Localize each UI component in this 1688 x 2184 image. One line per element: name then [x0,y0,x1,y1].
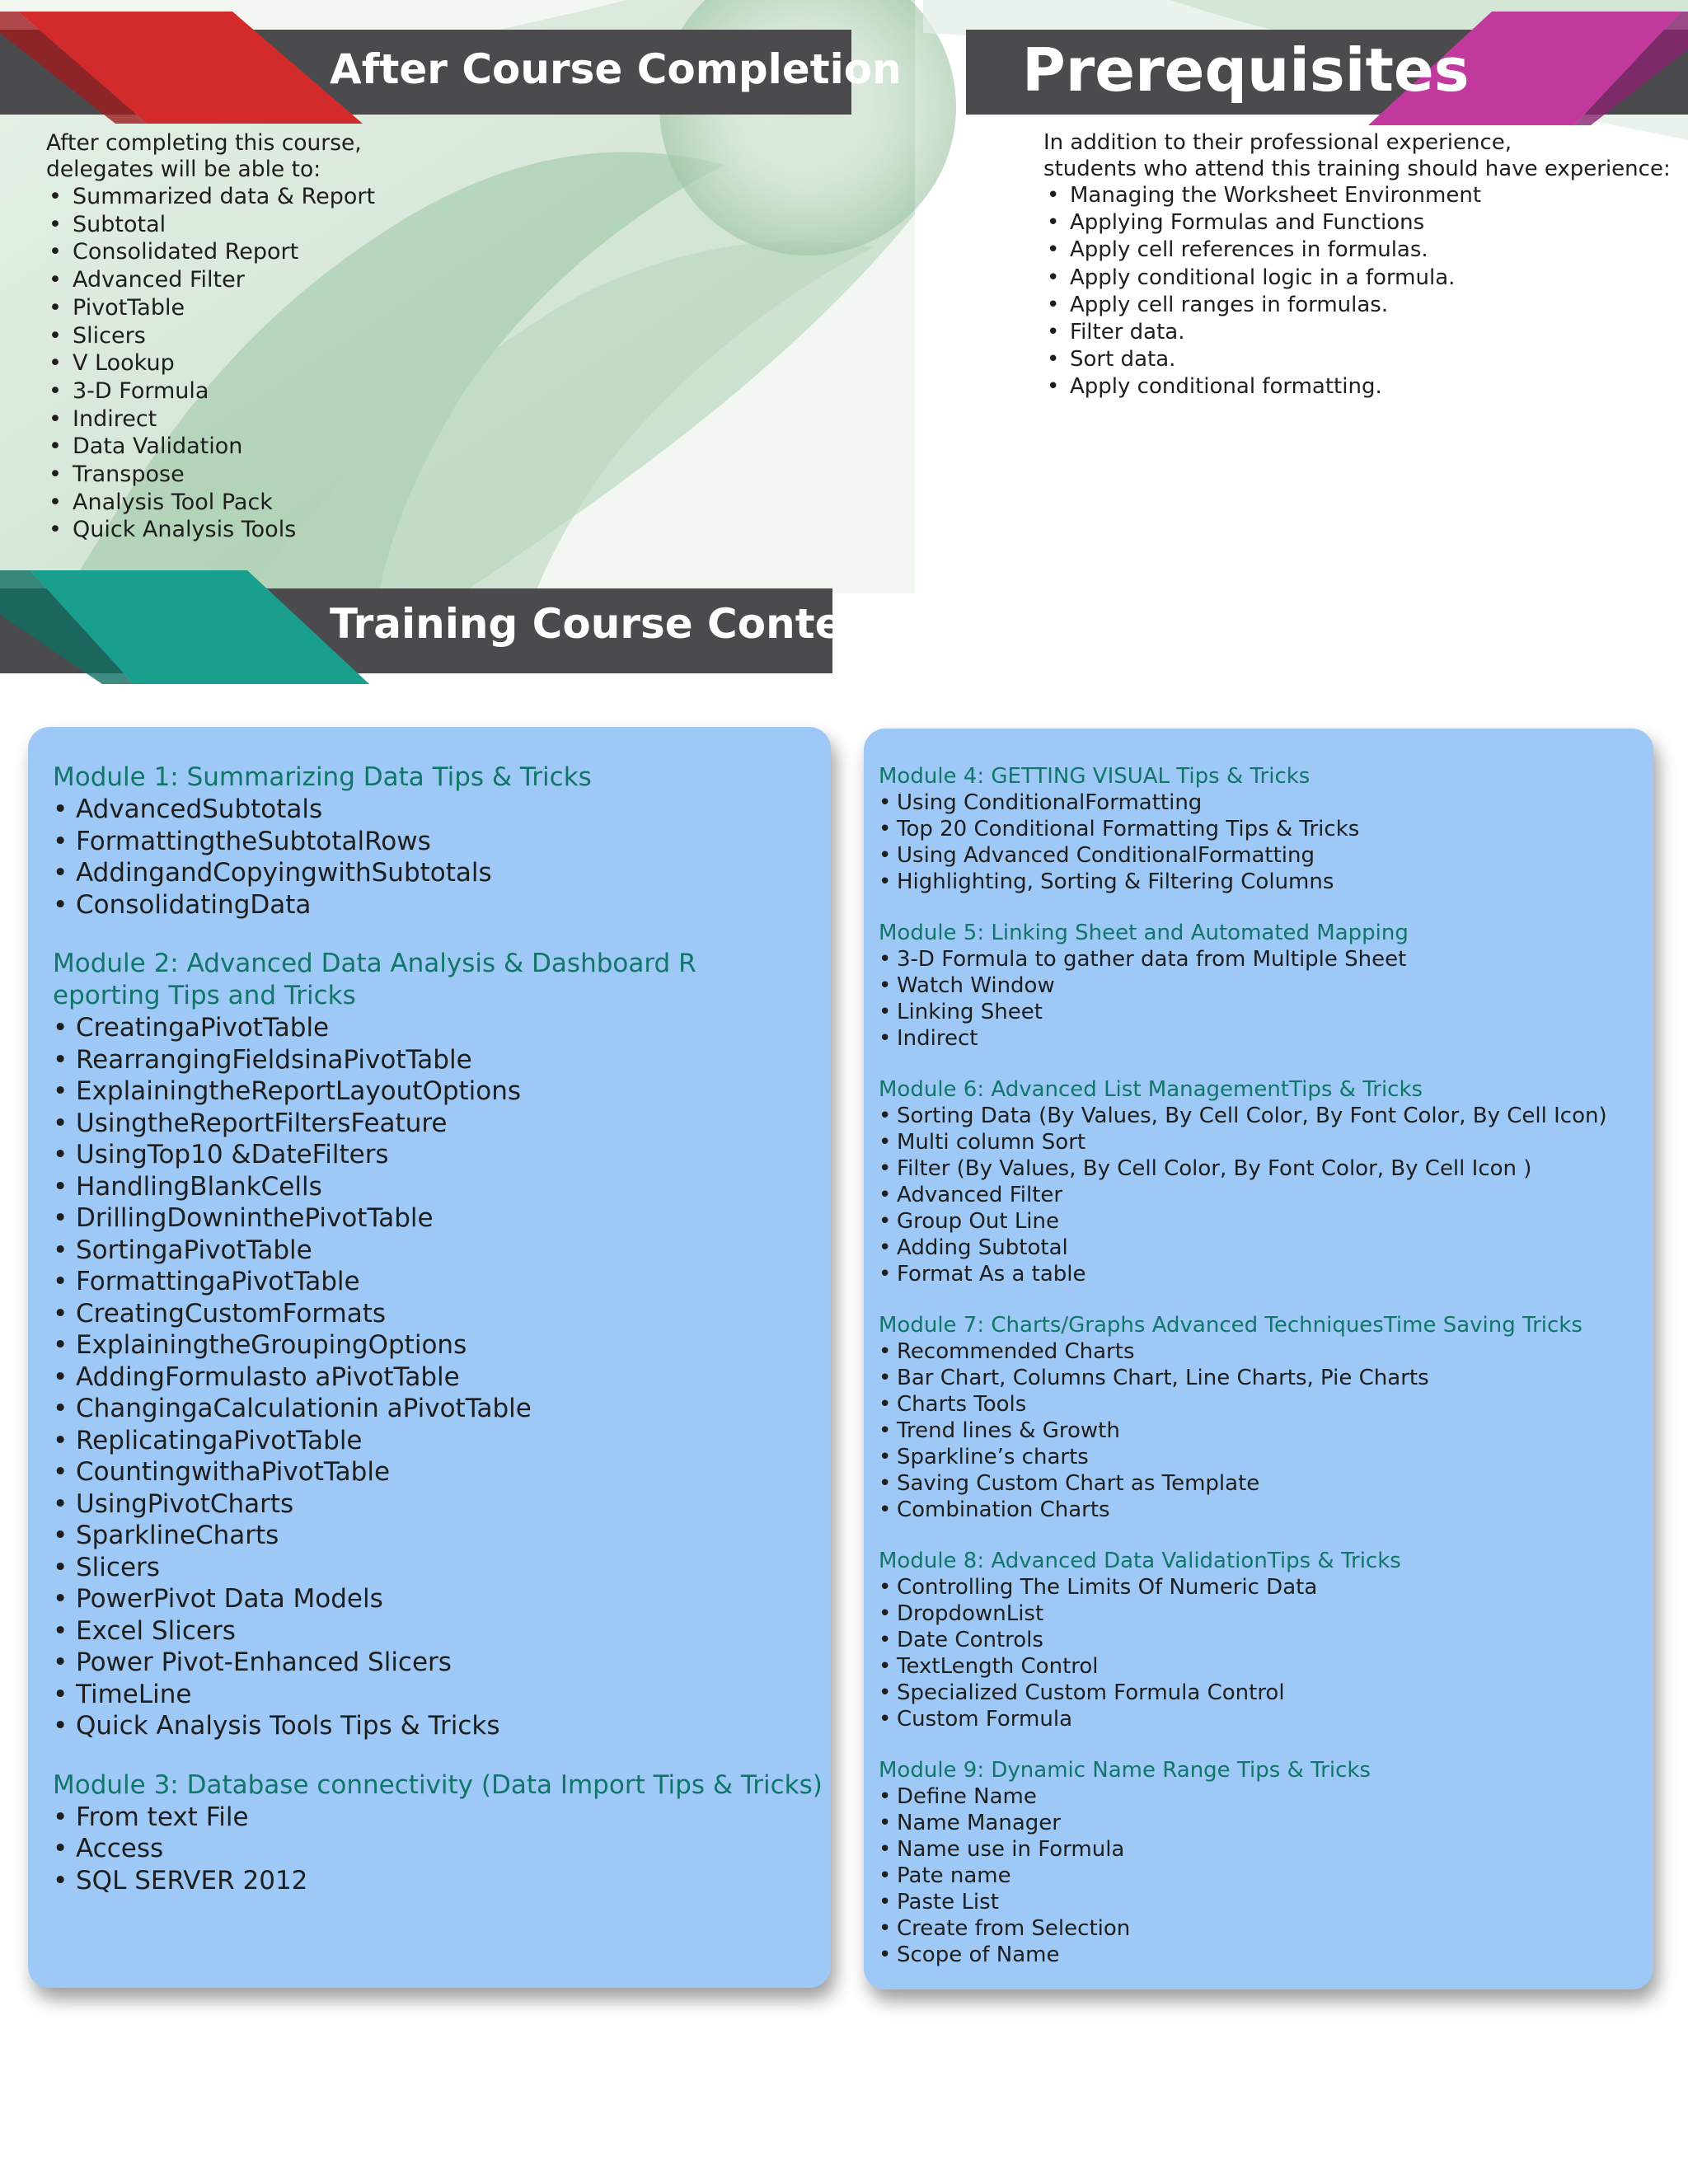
completion-item: • Data Validation [46,433,375,461]
completion-item: • Slicers [46,322,375,350]
module-topic: • Slicers [53,1552,806,1584]
module-topic: • Bar Chart, Columns Chart, Line Charts, Pie Charts [879,1365,1639,1391]
module-topic: • DropdownList [879,1601,1639,1627]
module-title: Module 3: Database connectivity (Data Import Tips & Tricks) [53,1769,823,1800]
module-topic: • AddingFormulasto aPivotTable [53,1361,806,1394]
module-topic: • CountingwithaPivotTable [53,1456,806,1488]
module-topic: • Date Controls [879,1627,1639,1653]
prerequisites-title: Prerequisites [1022,35,1470,105]
module-topic: • Watch Window [879,972,1639,999]
module-title: Module 5: Linking Sheet and Automated Mapping [879,921,1409,945]
module-topic: • Indirect [879,1025,1639,1052]
completion-list [46,183,375,544]
completion-intro-line2: delegates will be able to: [46,157,321,182]
prerequisite-item: • Sort data. [1043,346,1671,373]
module-topic-list [879,790,1639,895]
right-modules [879,763,1639,1968]
module-topic: • Name use in Formula [879,1836,1639,1863]
module-topic: • Define Name [879,1783,1639,1810]
completion-item: • Subtotal [46,211,375,239]
module-topic: • Name Manager [879,1810,1639,1836]
module-title: Module 1: Summarizing Data Tips & Tricks [53,762,592,792]
module-title: eporting Tips and Tricks [53,981,356,1010]
module-topic: • DrillingDowninthePivotTable [53,1202,806,1235]
module-topic: • From text File [53,1802,806,1834]
module-topic: • Top 20 Conditional Formatting Tips & Tricks [879,816,1639,842]
module-topic: • 3-D Formula to gather data from Multiple Sheet [879,946,1639,972]
completion-item: • Advanced Filter [46,266,375,294]
module-topic: • Using Advanced ConditionalFormatting [879,842,1639,869]
module-topic: • Recommended Charts [879,1338,1639,1365]
prerequisites-intro-line2: students who attend this training should have experience: [1043,157,1671,181]
module-title: Module 9: Dynamic Name Range Tips & Tricks [879,1758,1371,1783]
module-topic: • UsingTop10 &DateFilters [53,1139,806,1171]
module-topic: • TextLength Control [879,1653,1639,1680]
module-block [879,1757,1639,1968]
module-topic-list [879,946,1639,1052]
module-topic: • ExplainingtheReportLayoutOptions [53,1076,806,1108]
prerequisite-item: • Apply cell references in formulas. [1043,237,1671,264]
prerequisite-item: • Filter data. [1043,319,1671,346]
module-block [879,763,1639,895]
module-topic: • UsingPivotCharts [53,1488,806,1521]
module-topic: • Power Pivot-Enhanced Slicers [53,1647,806,1679]
prerequisite-item: • Apply cell ranges in formulas. [1043,292,1671,319]
module-topic-list [879,1574,1639,1732]
prerequisites-intro-line1: In addition to their professional experience, [1043,130,1512,155]
prerequisites-section [1043,129,1671,401]
module-topic: • FormattingaPivotTable [53,1266,806,1298]
module-title: Module 6: Advanced List ManagementTips & Tricks [879,1077,1423,1102]
module-title: Module 8: Advanced Data ValidationTips & Tricks [879,1549,1401,1573]
module-topic: • Adding Subtotal [879,1235,1639,1261]
module-title: Module 4: GETTING VISUAL Tips & Tricks [879,764,1311,789]
module-topic: • Highlighting, Sorting & Filtering Columns [879,869,1639,895]
completion-item: • Transpose [46,461,375,489]
prerequisite-item: • Applying Formulas and Functions [1043,209,1671,237]
module-block [53,948,806,1742]
module-topic: • SortingaPivotTable [53,1235,806,1267]
module-topic: • Combination Charts [879,1497,1639,1523]
module-topic: • Access [53,1833,806,1865]
module-topic: • Charts Tools [879,1391,1639,1418]
contents-title: Training Course Contents [330,600,917,648]
module-topic: • TimeLine [53,1679,806,1711]
completion-item: • V Lookup [46,349,375,377]
module-topic: • RearrangingFieldsinaPivotTable [53,1044,806,1076]
completion-ribbon-red [0,0,379,132]
module-topic: • Controlling The Limits Of Numeric Data [879,1574,1639,1601]
contents-left-card [28,727,831,1988]
module-topic-list [53,794,806,921]
module-topic: • Custom Formula [879,1706,1639,1732]
completion-title: After Course Completion [330,45,902,93]
completion-item: • 3-D Formula [46,377,375,405]
module-topic: • Excel Slicers [53,1615,806,1647]
module-topic: • CreatingCustomFormats [53,1298,806,1330]
module-topic: • Pate name [879,1863,1639,1889]
module-topic: • Quick Analysis Tools Tips & Tricks [53,1710,806,1742]
module-topic: • Linking Sheet [879,999,1639,1025]
module-block [53,1769,823,1897]
module-topic: • AddingandCopyingwithSubtotals [53,857,806,889]
module-topic: • CreatingaPivotTable [53,1012,806,1044]
completion-intro-line1: After completing this course, [46,130,362,156]
module-topic: • Filter (By Values, By Cell Color, By Font Color, By Cell Icon ) [879,1155,1639,1182]
module-topic: • ReplicatingaPivotTable [53,1425,806,1457]
module-title: Module 2: Advanced Data Analysis & Dashboard R [53,949,696,978]
module-topic: • HandlingBlankCells [53,1171,806,1203]
module-topic: • Advanced Filter [879,1182,1639,1208]
completion-section [46,130,375,544]
module-topic: • ExplainingtheGroupingOptions [53,1329,806,1361]
prerequisite-item: • Apply conditional formatting. [1043,373,1671,401]
module-topic-list [879,1783,1639,1968]
module-topic: • PowerPivot Data Models [53,1583,806,1615]
module-topic: • Create from Selection [879,1915,1639,1942]
completion-item: • Analysis Tool Pack [46,489,375,517]
module-topic: • Trend lines & Growth [879,1418,1639,1444]
module-topic: • ChangingaCalculationin aPivotTable [53,1393,806,1425]
module-block [879,1548,1639,1732]
module-topic-list [53,1012,806,1742]
module-block [879,920,1639,1052]
contents-ribbon-teal [0,565,379,686]
module-topic: • Scope of Name [879,1942,1639,1968]
left-modules [53,762,823,1896]
module-topic: • Sorting Data (By Values, By Cell Color, By Font Color, By Cell Icon) [879,1103,1639,1129]
module-topic: • SparklineCharts [53,1520,806,1552]
module-topic: • Using ConditionalFormatting [879,790,1639,816]
module-topic: • SQL SERVER 2012 [53,1865,806,1897]
module-topic: • Sparkline’s charts [879,1444,1639,1470]
module-topic-list [53,1802,806,1897]
module-topic: • Paste List [879,1889,1639,1915]
prerequisite-item: • Managing the Worksheet Environment [1043,182,1671,209]
completion-item: • Indirect [46,405,375,434]
module-topic: • Group Out Line [879,1208,1639,1235]
module-block [879,1076,1639,1287]
module-block [879,1312,1639,1523]
module-topic: • Format As a table [879,1261,1639,1287]
module-topic-list [879,1103,1639,1287]
module-topic: • Saving Custom Chart as Template [879,1470,1639,1497]
completion-item: • Summarized data & Report [46,183,375,211]
prerequisite-item: • Apply conditional logic in a formula. [1043,265,1671,292]
module-topic: • Specialized Custom Formula Control [879,1680,1639,1706]
completion-item: • Consolidated Report [46,238,375,266]
module-title: Module 7: Charts/Graphs Advanced TechniquesTime Saving Tricks [879,1313,1582,1338]
completion-item: • Quick Analysis Tools [46,516,375,544]
module-topic: • AdvancedSubtotals [53,794,806,826]
contents-right-card [864,729,1653,1990]
module-block [53,762,806,921]
module-topic: • Multi column Sort [879,1129,1639,1155]
module-topic: • UsingtheReportFiltersFeature [53,1108,806,1140]
module-topic: • ConsolidatingData [53,889,806,921]
module-topic: • FormattingtheSubtotalRows [53,826,806,858]
module-topic-list [879,1338,1639,1523]
completion-item: • PivotTable [46,294,375,322]
prerequisites-list [1043,182,1671,401]
